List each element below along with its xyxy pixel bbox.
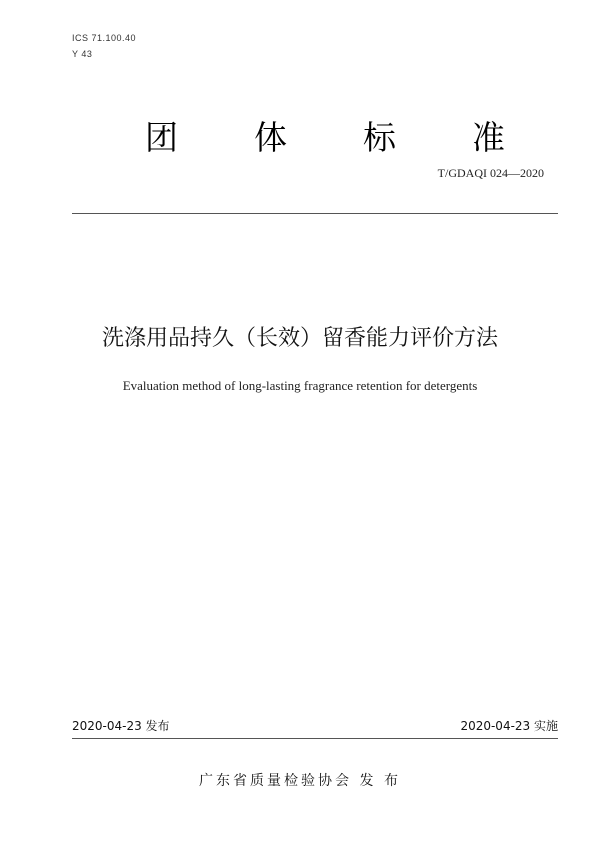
standard-code: T/GDAQI 024—2020 <box>437 166 544 180</box>
document-subtitle-english: Evaluation method of long-lasting fragrance retention for detergents <box>122 378 478 393</box>
standard-type-heading <box>145 118 505 158</box>
publisher: 广东省质量检验协会 发 布 <box>199 773 401 789</box>
standard-type-char: 准 <box>472 118 505 157</box>
ics-code: ICS 71.100.40 <box>72 33 137 43</box>
header-divider <box>72 213 558 214</box>
standard-type-char: 标 <box>363 118 396 157</box>
implementation-date: 2020-04-23 实施 <box>460 719 558 733</box>
ccs-code: Y 43 <box>72 49 93 59</box>
standard-type-char: 体 <box>254 118 287 157</box>
standard-type-char: 团 <box>145 118 178 157</box>
document-title: 洗涤用品持久（长效）留香能力评价方法 <box>101 326 498 351</box>
footer-divider <box>72 738 558 739</box>
classification-codes <box>72 30 136 62</box>
issue-date: 2020-04-23 发布 <box>72 719 170 733</box>
